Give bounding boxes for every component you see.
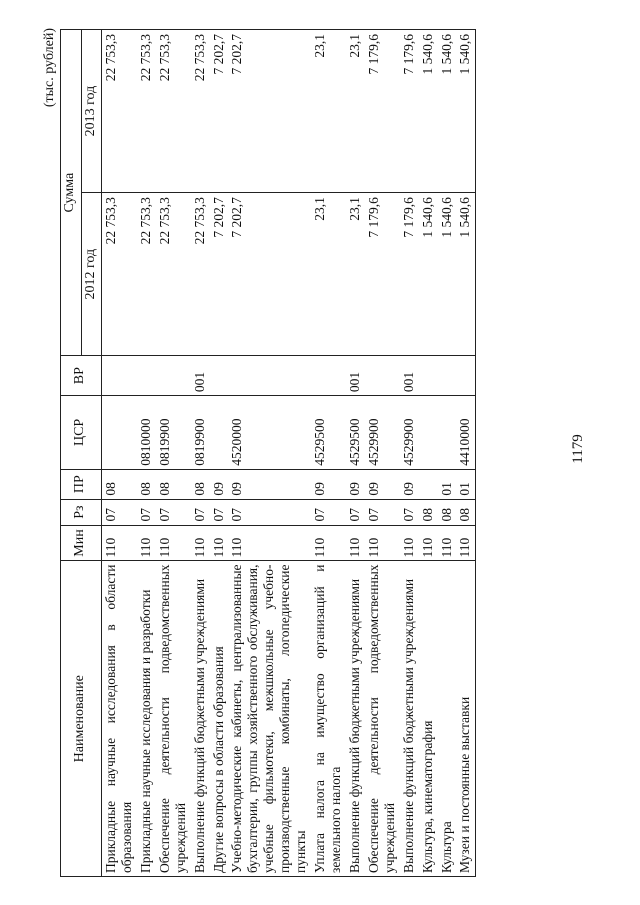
cell-min: 110 — [102, 525, 137, 561]
cell-vr — [137, 356, 156, 396]
table-row — [102, 30, 137, 877]
cell-pr: 08 — [102, 469, 137, 499]
table-row — [137, 30, 156, 877]
cell-vr — [419, 356, 438, 396]
cell-vr: 001 — [400, 356, 419, 396]
cell-csr — [210, 396, 229, 470]
cell-2012: 1 540,6 — [456, 193, 475, 356]
header-name: Наименование — [61, 561, 102, 877]
cell-rz: 07 — [191, 499, 210, 525]
cell-pr: 01 — [438, 469, 457, 499]
cell-rz: 07 — [156, 499, 191, 525]
cell-2013: 22 753,3 — [156, 30, 191, 193]
header-pr: ПР — [61, 469, 102, 499]
cell-name: Культура, кинематография — [419, 561, 438, 877]
cell-min: 110 — [346, 525, 365, 561]
cell-2012: 22 753,3 — [156, 193, 191, 356]
cell-2012: 7 179,6 — [400, 193, 419, 356]
cell-min: 110 — [400, 525, 419, 561]
cell-vr — [156, 356, 191, 396]
cell-2013: 23,1 — [346, 30, 365, 193]
cell-name: Музеи и постоянные выставки — [456, 561, 475, 877]
table-row — [191, 30, 210, 877]
budget-table — [60, 29, 476, 877]
cell-vr — [365, 356, 400, 396]
table-row — [365, 30, 400, 877]
cell-min: 110 — [419, 525, 438, 561]
cell-2013: 7 202,7 — [228, 30, 311, 193]
cell-pr: 09 — [365, 469, 400, 499]
cell-rz: 07 — [210, 499, 229, 525]
table-row — [346, 30, 365, 877]
cell-2012: 22 753,3 — [191, 193, 210, 356]
cell-name: Обеспечение деятельности подведомственных учреждений — [156, 561, 191, 877]
cell-min: 110 — [156, 525, 191, 561]
cell-2013: 22 753,3 — [102, 30, 137, 193]
table-row — [210, 30, 229, 877]
cell-csr — [438, 396, 457, 470]
header-sum: Сумма — [61, 30, 82, 356]
table-row — [228, 30, 311, 877]
cell-rz: 07 — [346, 499, 365, 525]
table-row — [311, 30, 346, 877]
cell-rz: 07 — [102, 499, 137, 525]
table-body — [102, 30, 476, 877]
cell-name: Прикладные научные исследования и разработки — [137, 561, 156, 877]
cell-rz: 08 — [419, 499, 438, 525]
cell-vr — [311, 356, 346, 396]
header-vr: ВР — [61, 356, 102, 396]
cell-vr: 001 — [191, 356, 210, 396]
cell-pr: 09 — [228, 469, 311, 499]
header-2012: 2012 год — [81, 193, 102, 356]
cell-min: 110 — [210, 525, 229, 561]
cell-pr: 09 — [210, 469, 229, 499]
cell-min: 110 — [228, 525, 311, 561]
header-min: Мин — [61, 525, 102, 561]
cell-name: Уплата налога на имущество организаций и земельного налога — [311, 561, 346, 877]
cell-2013: 1 540,6 — [419, 30, 438, 193]
cell-2013: 23,1 — [311, 30, 346, 193]
cell-name: Выполнение функций бюджетными учреждениями — [346, 561, 365, 877]
cell-csr — [102, 396, 137, 470]
cell-csr: 4529900 — [400, 396, 419, 470]
cell-rz: 08 — [456, 499, 475, 525]
cell-name: Выполнение функций бюджетными учреждениями — [191, 561, 210, 877]
cell-pr: 08 — [137, 469, 156, 499]
cell-vr — [210, 356, 229, 396]
cell-min: 110 — [137, 525, 156, 561]
cell-csr: 0819900 — [156, 396, 191, 470]
cell-vr — [438, 356, 457, 396]
cell-csr: 0819900 — [191, 396, 210, 470]
page-number: 1179 — [570, 434, 586, 464]
cell-2013: 1 540,6 — [456, 30, 475, 193]
cell-vr — [102, 356, 137, 396]
cell-rz: 07 — [311, 499, 346, 525]
cell-name: Культура — [438, 561, 457, 877]
cell-2012: 7 202,7 — [228, 193, 311, 356]
cell-rz: 07 — [137, 499, 156, 525]
cell-vr — [456, 356, 475, 396]
header-csr: ЦСР — [61, 396, 102, 470]
cell-pr: 08 — [191, 469, 210, 499]
cell-2013: 7 202,7 — [210, 30, 229, 193]
cell-min: 110 — [456, 525, 475, 561]
table-row — [456, 30, 475, 877]
table-row — [438, 30, 457, 877]
cell-csr: 4529500 — [346, 396, 365, 470]
cell-rz: 07 — [365, 499, 400, 525]
cell-csr: 4410000 — [456, 396, 475, 470]
cell-pr: 09 — [346, 469, 365, 499]
table-row — [400, 30, 419, 877]
cell-vr: 001 — [346, 356, 365, 396]
cell-csr: 4529900 — [365, 396, 400, 470]
cell-2013: 7 179,6 — [365, 30, 400, 193]
cell-pr: 09 — [311, 469, 346, 499]
cell-pr: 09 — [400, 469, 419, 499]
cell-csr — [419, 396, 438, 470]
cell-2012: 7 179,6 — [365, 193, 400, 356]
cell-min: 110 — [365, 525, 400, 561]
cell-csr: 4520000 — [228, 396, 311, 470]
table-row — [156, 30, 191, 877]
cell-name: Учебно-методические кабинеты, централизованные бухгалтерии, группы хозяйственного обслуживания, учебные фильмотеки, межшкольные учебно-производственные комбинаты, логопедические пункты — [228, 561, 311, 877]
cell-pr: 08 — [156, 469, 191, 499]
cell-2012: 1 540,6 — [419, 193, 438, 356]
cell-2012: 22 753,3 — [102, 193, 137, 356]
cell-pr — [419, 469, 438, 499]
cell-min: 110 — [191, 525, 210, 561]
cell-name: Прикладные научные исследования в области образования — [102, 561, 137, 877]
cell-2012: 23,1 — [311, 193, 346, 356]
cell-2013: 1 540,6 — [438, 30, 457, 193]
cell-rz: 07 — [228, 499, 311, 525]
cell-2013: 7 179,6 — [400, 30, 419, 193]
header-rz: Рз — [61, 499, 102, 525]
cell-name: Обеспечение деятельности подведомственных учреждений — [365, 561, 400, 877]
cell-2012: 1 540,6 — [438, 193, 457, 356]
table-row — [419, 30, 438, 877]
cell-name: Другие вопросы в области образования — [210, 561, 229, 877]
cell-name: Выполнение функций бюджетными учреждениями — [400, 561, 419, 877]
cell-2012: 7 202,7 — [210, 193, 229, 356]
cell-min: 110 — [311, 525, 346, 561]
cell-vr — [228, 356, 311, 396]
unit-label: (тыс. рублей) — [42, 28, 57, 108]
cell-min: 110 — [438, 525, 457, 561]
cell-csr: 0810000 — [137, 396, 156, 470]
cell-pr: 01 — [456, 469, 475, 499]
cell-rz: 07 — [400, 499, 419, 525]
cell-2013: 22 753,3 — [137, 30, 156, 193]
table-header — [61, 30, 102, 877]
cell-2013: 22 753,3 — [191, 30, 210, 193]
cell-csr: 4529500 — [311, 396, 346, 470]
header-2013: 2013 год — [81, 30, 102, 193]
cell-rz: 08 — [438, 499, 457, 525]
cell-2012: 23,1 — [346, 193, 365, 356]
cell-2012: 22 753,3 — [137, 193, 156, 356]
